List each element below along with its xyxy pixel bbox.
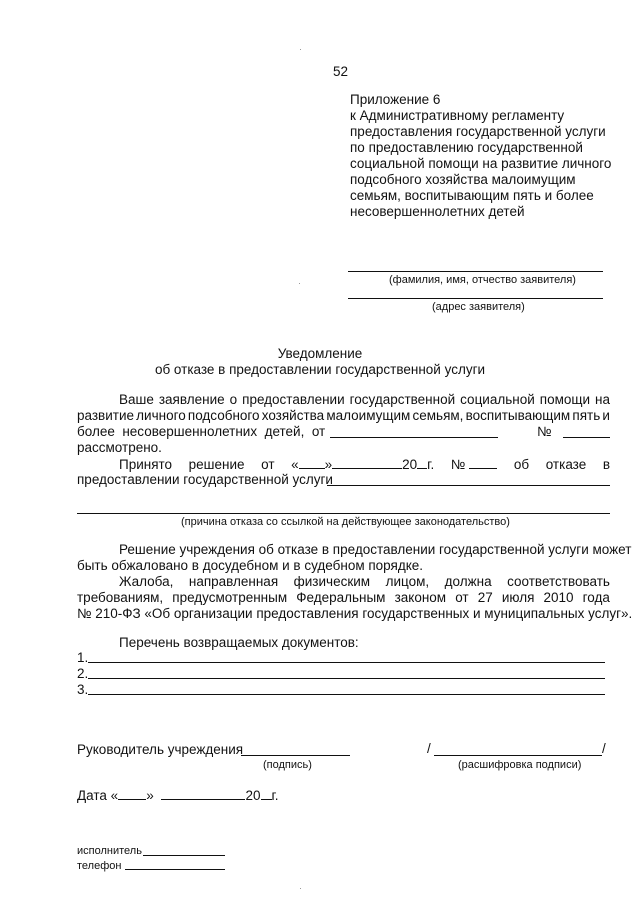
p3-line-1: Решение учреждения об отказе в предоставлении государственной услуги может xyxy=(119,542,632,557)
list-item-number: 2. xyxy=(77,666,89,681)
document-field-2[interactable] xyxy=(88,678,605,679)
applicant-address-caption: (адрес заявителя) xyxy=(432,301,525,313)
reason-caption: (причина отказа со ссылкой на действующее законодательство) xyxy=(181,516,510,528)
head-label: Руководитель учреждения xyxy=(77,742,244,757)
applicant-address-field[interactable] xyxy=(348,298,603,299)
appendix-line: предоставления государственной услуги xyxy=(350,124,606,139)
executor-field[interactable] xyxy=(143,855,225,856)
no-sign: № xyxy=(537,424,552,439)
phone-field[interactable] xyxy=(125,869,225,870)
appendix-line: социальной помощи на развитие личного xyxy=(350,156,612,171)
signature-decode-field[interactable] xyxy=(434,755,602,756)
notice-title: Уведомление xyxy=(277,346,363,361)
refusal-subject-field[interactable] xyxy=(327,485,610,486)
page-number: 52 xyxy=(333,64,349,79)
applicant-name-caption: (фамилия, имя, отчество заявителя) xyxy=(389,274,576,286)
slash-left: / xyxy=(427,741,431,756)
appendix-block xyxy=(350,92,611,220)
decision-day-field[interactable] xyxy=(299,456,325,469)
decision-month-field[interactable] xyxy=(332,456,402,469)
appendix-line: к Административному регламенту xyxy=(350,108,565,123)
signature-field[interactable] xyxy=(241,755,350,756)
appendix-line: несовершеннолетних детей xyxy=(350,204,525,219)
signature-caption: (подпись) xyxy=(263,759,312,771)
appendix-line: подсобного хозяйства малоимущим xyxy=(350,172,576,187)
p1-line-4: рассмотрено. xyxy=(77,440,162,455)
notice-subtitle: об отказе в предоставлении государственной услуги xyxy=(154,362,486,377)
appendix-line: по предоставлению государственной xyxy=(350,140,583,155)
date-day-field[interactable] xyxy=(118,787,146,800)
appendix-line: семьям, воспитывающим пять и более xyxy=(350,188,594,203)
p1-line-3: более несовершеннолетних детей, от xyxy=(77,424,326,439)
p1-line-2: развитие личного подсобного хозяйства малоимущим семьям, воспитывающим пять и xyxy=(77,408,610,423)
scan-speck xyxy=(299,283,300,284)
date-row: Дата « » 20 г. xyxy=(77,788,279,803)
application-date-field[interactable] xyxy=(330,437,498,438)
document-field-1[interactable] xyxy=(88,662,605,663)
executor-label: исполнитель xyxy=(77,845,142,857)
applicant-name-field[interactable] xyxy=(348,271,603,272)
p4-line-1: Жалоба, направленная физическим лицом, должна соответствовать xyxy=(119,574,610,589)
appendix-line: Приложение 6 xyxy=(350,92,441,107)
scan-speck xyxy=(300,49,301,50)
phone-label: телефон xyxy=(77,860,122,872)
p2-line-1: Принято решение от « » 20 г. № об отказе в xyxy=(119,457,610,472)
p4-line-3: № 210-ФЗ «Об организации предоставления государственных и муниципальных услуг». xyxy=(77,606,633,621)
slash-right: / xyxy=(602,741,606,756)
application-number-field[interactable] xyxy=(563,437,610,438)
list-item-number: 3. xyxy=(77,682,89,697)
p3-line-2: быть обжаловано в досудебном и в судебном порядке. xyxy=(77,558,424,573)
p2-line-2: предоставлении государственной услуги xyxy=(77,472,333,487)
p1-line-1: Ваше заявление о предоставлении государственной социальной помощи на xyxy=(119,392,610,407)
document-field-3[interactable] xyxy=(88,694,605,695)
documents-list-title: Перечень возвращаемых документов: xyxy=(119,635,359,650)
refusal-reason-field[interactable] xyxy=(77,513,610,514)
decision-number-field[interactable] xyxy=(469,456,497,469)
date-year-field[interactable] xyxy=(261,787,272,800)
date-month-field[interactable] xyxy=(161,787,245,800)
list-item-number: 1. xyxy=(77,650,89,665)
scan-speck xyxy=(300,888,301,889)
p4-line-2: требованиям, предусмотренным Федеральным законом от 27 июля 2010 года xyxy=(77,590,610,605)
decode-caption: (расшифровка подписи) xyxy=(458,759,582,771)
decision-year-field[interactable] xyxy=(417,456,427,469)
